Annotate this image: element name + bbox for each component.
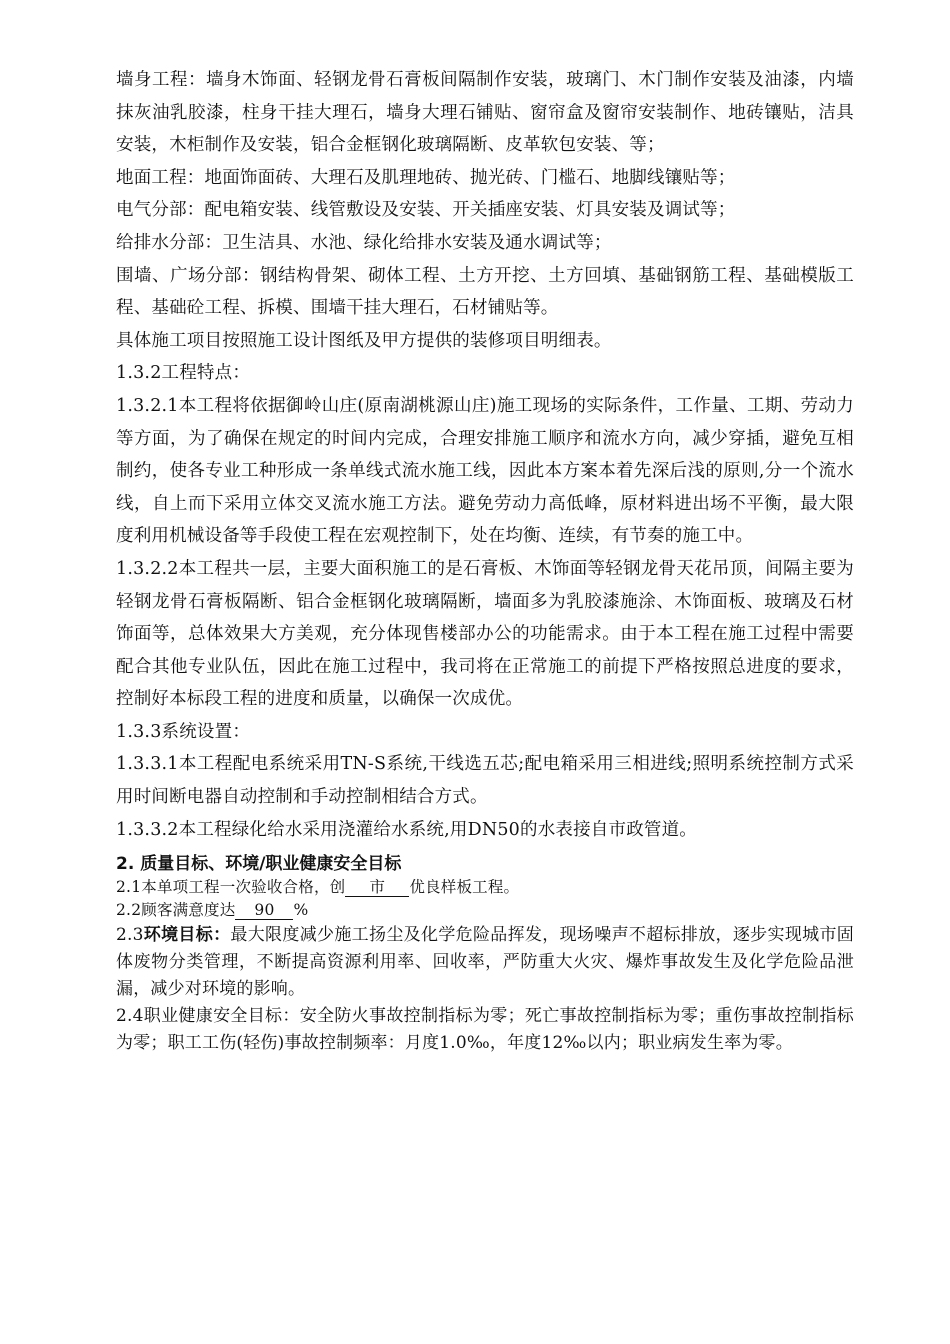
item-2-3-label: 环境目标： [143,925,231,946]
item-2-1-prefix: 2.1本单项工程一次验收合格，创 [116,878,346,897]
paragraph-floor-works: 地面工程：地面饰面砖、大理石及肌理地砖、抛光砖、门槛石、地脚线镶贴等； [116,167,736,188]
item-2-4: 2.4职业健康安全目标：安全防火事故控制指标为零；死亡事故控制指标为零；重伤事故控制指标为零；职工工伤(轻伤)事故控制频率：月度1.0‰，年度12‰以内；职业病发生率为零。 [116,1006,854,1054]
item-2-1-blank: 市 [345,878,409,897]
section-1-3-2-title: 1.3.2工程特点： [116,363,251,384]
paragraph-1-3-3-2: 1.3.3.2本工程绿化给水采用浇灌给水系统,用DN50的水表接自市政管道。 [116,819,697,840]
section-1-3-3-title: 1.3.3系统设置： [116,721,251,742]
item-2-3-num: 2.3 [116,925,144,946]
paragraph-1-3-2-1: 1.3.2.1本工程将依据御岭山庄(原南湖桃源山庄)施工现场的实际条件，工作量、工期、劳动力等方面，为了确保在规定的时间内完成，合理安排施工顺序和流水方向，减少穿插，避免互相制约，使各专业工种形成一条单线式流水施工线，因此本方案本着先深后浅的原则,分一个流水线，自上而下采用立体交叉流水施工方法。避免劳动力高低峰，原材料进出场不平衡，最大限度利用机械设备等手段使工程在宏观控制下，处在均衡、连续，有节奏的施工中。 [116,395,854,547]
paragraph-plumbing: 给排水分部：卫生洁具、水池、绿化给排水安装及通水调试等； [116,232,612,253]
item-2-2-blank: 90 [235,901,293,920]
item-2-1 [116,876,854,899]
item-2-1-suffix: 优良样板工程。 [409,878,520,897]
item-2-3-text: 最大限度减少施工扬尘及化学危险品挥发，现场噪声不超标排放，逐步实现城市固体废物分类管理，不断提高资源利用率、回收率，严防重大火灾、爆炸事故发生及化学危险品泄漏，减少对环境的影响。 [116,925,855,1000]
item-2-2-suffix: % [293,901,309,920]
paragraph-electrical: 电气分部：配电箱安装、线管敷设及安装、开关插座安装、灯具安装及调试等； [116,200,736,221]
paragraph-project-details: 具体施工项目按照施工设计图纸及甲方提供的装修项目明细表。 [116,330,612,351]
paragraph-wall-works: 墙身工程：墙身木饰面、轻钢龙骨石膏板间隔制作安装，玻璃门、木门制作安装及油漆，内墙抹灰油乳胶漆，柱身干挂大理石，墙身大理石铺贴、窗帘盒及窗帘安装制作、地砖镶贴，洁具安装，木柜制作及安装，铝合金框钢化玻璃隔断、皮革软包安装、等； [116,70,854,156]
paragraph-fence-plaza: 围墙、广场分部：钢结构骨架、砌体工程、土方开挖、土方回填、基础钢筋工程、基础模版工程、基础砼工程、拆模、围墙干挂大理石，石材铺贴等。 [116,265,854,319]
paragraph-1-3-2-2: 1.3.2.2本工程共一层，主要大面积施工的是石膏板、木饰面等轻钢龙骨天花吊顶，间隔主要为轻钢龙骨石膏板隔断、铝合金框钢化玻璃隔断，墙面多为乳胶漆施涂、木饰面板、玻璃及石材饰面等，总体效果大方美观，充分体现售楼部办公的功能需求。由于本工程在施工过程中需要配合其他专业队伍，因此在施工过程中，我司将在正常施工的前提下严格按照总进度的要求，控制好本标段工程的进度和质量，以确保一次成优。 [116,558,854,710]
item-2-2 [116,899,854,922]
section-2-heading: 2. 质量目标、环境/职业健康安全目标 [116,854,402,875]
paragraph-1-3-3-1: 1.3.3.1本工程配电系统采用TN-S系统,干线选五芯;配电箱采用三相进线;照明系统控制方式采用时间断电器自动控制和手动控制相结合方式。 [116,754,854,808]
item-2-2-prefix: 2.2顾客满意度达 [116,901,236,920]
item-2-3 [116,922,854,1003]
